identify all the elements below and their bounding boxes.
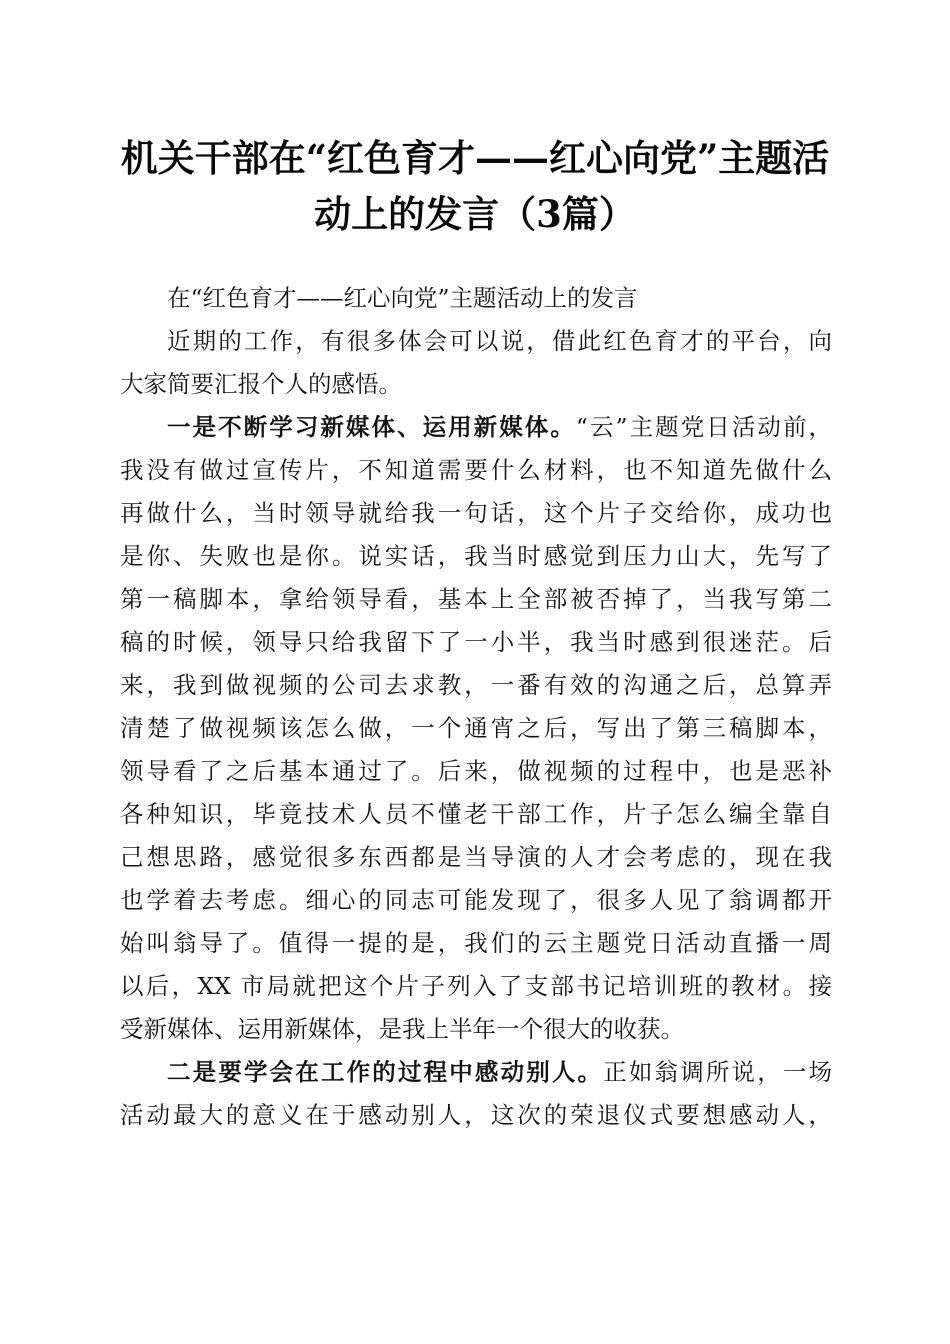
paragraph-line: 第一稿脚本，拿给领导看，基本上全部被否掉了，当我写第二 bbox=[120, 585, 832, 613]
paragraph-line: 稿的时候，领导只给我留下了一小半，我当时感到很迷茫。后 bbox=[120, 628, 832, 656]
paragraph-line: 来，我到做视频的公司去求教，一番有效的沟通之后，总算弄 bbox=[120, 671, 832, 699]
paragraph-line-text: 正如翁调所说，一场 bbox=[603, 1058, 833, 1086]
paragraph-line: 我没有做过宣传片，不知道需要什么材料，也不知道先做什么 bbox=[120, 456, 832, 484]
paragraph-first-line bbox=[120, 406, 832, 449]
document-body bbox=[120, 277, 832, 1137]
paragraph-lead: 二是要学会在工作的过程中感动别人。 bbox=[167, 1058, 604, 1086]
paragraph-line: 各种知识，毕竟技术人员不懂老干部工作，片子怎么编全靠自 bbox=[120, 800, 832, 828]
paragraph-first-line bbox=[120, 1051, 832, 1094]
paragraph-lead: 一是不断学习新媒体、运用新媒体。 bbox=[167, 413, 576, 441]
paragraph-line: 始叫翁导了。值得一提的是，我们的云主题党日活动直播一周 bbox=[120, 929, 832, 957]
paragraph-line: 己想思路，感觉很多东西都是当导演的人才会考虑的，现在我 bbox=[120, 843, 832, 871]
paragraph-line: 以后，XX 市局就把这个片子列入了支部书记培训班的教材。接 bbox=[120, 972, 832, 1000]
paragraph-line: 近期的工作，有很多体会可以说，借此红色育才的平台，向 bbox=[167, 327, 832, 355]
paragraph-line: 也学着去考虑。细心的同志可能发现了，很多人见了翁调都开 bbox=[120, 886, 832, 914]
paragraph-line: 领导看了之后基本通过了。后来，做视频的过程中，也是恶补 bbox=[120, 757, 832, 785]
paragraph-line: 再做什么，当时领导就给我一句话，这个片子交给你，成功也 bbox=[120, 499, 832, 527]
document-title bbox=[110, 130, 840, 242]
paragraph-line-text: “云”主题党日活动前， bbox=[575, 413, 832, 441]
paragraph-line: 清楚了做视频该怎么做，一个通宵之后，写出了第三稿脚本， bbox=[120, 714, 832, 742]
title-line: 动上的发言（3篇） bbox=[314, 192, 636, 236]
paragraph-line: 受新媒体、运用新媒体，是我上半年一个很大的收获。 bbox=[120, 1015, 684, 1043]
title-line: 机关干部在“红色育才——红心向党”主题活 bbox=[120, 136, 830, 180]
paragraph-line: 大家简要汇报个人的感悟。 bbox=[120, 370, 402, 398]
paragraph-line: 是你、失败也是你。说实话，我当时感觉到压力山大，先写了 bbox=[120, 542, 832, 570]
paragraph-line: 活动最大的意义在于感动别人，这次的荣退仪式要想感动人， bbox=[120, 1101, 832, 1129]
subtitle: 在“红色育才——红心向党”主题活动上的发言 bbox=[167, 284, 638, 312]
